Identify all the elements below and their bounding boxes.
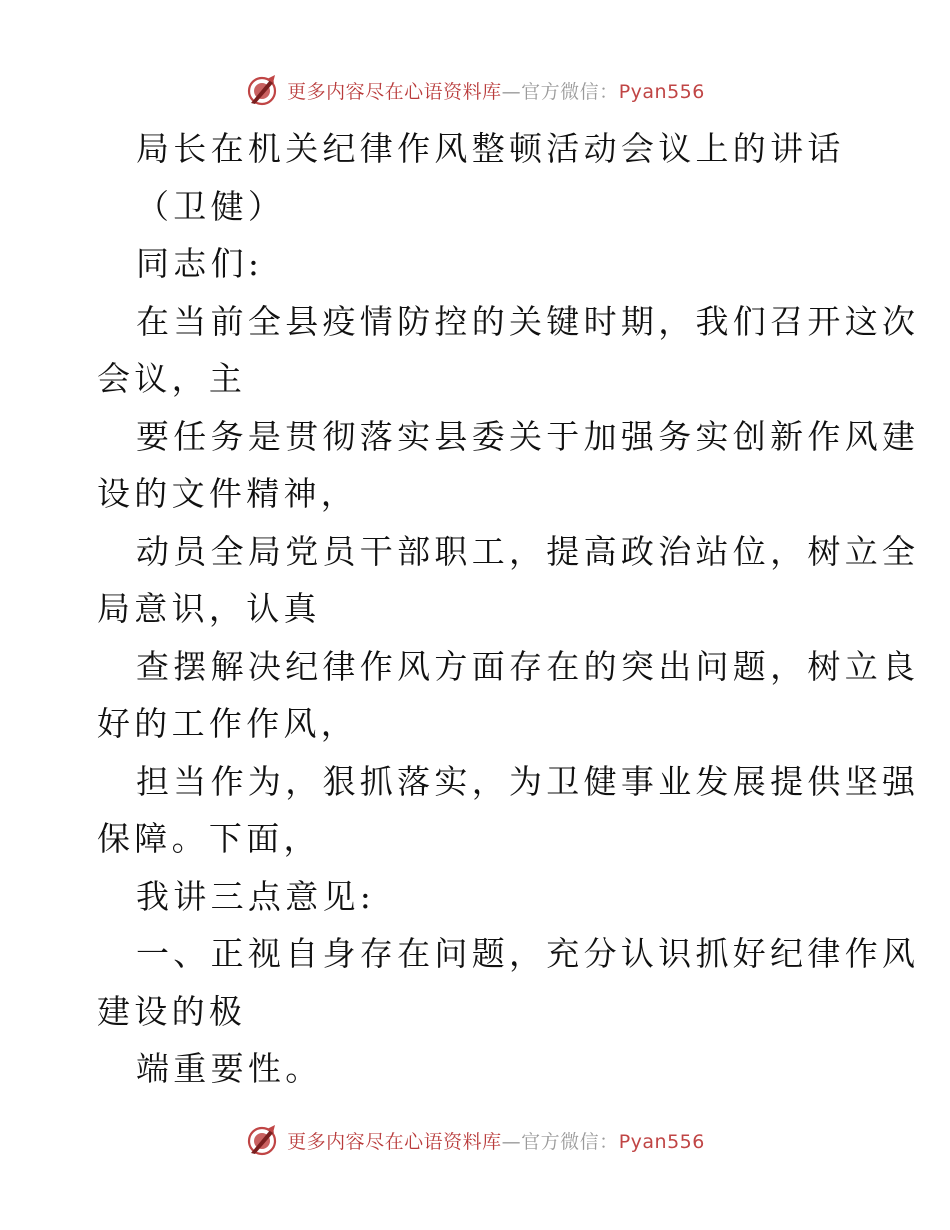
watermark-text <box>287 77 705 104</box>
section-heading-continued: 建设的极 <box>97 991 247 1031</box>
paragraph-line: 我讲三点意见: <box>136 876 376 916</box>
paragraph-line: 好的工作作风， <box>97 704 359 743</box>
document-body <box>97 120 920 1098</box>
watermark-id: Pyan556 <box>618 1130 705 1153</box>
watermark-main: 更多内容尽在心语资料库 <box>287 80 502 103</box>
paragraph-line: 设的文件精神， <box>97 474 359 513</box>
section-heading-continued: 端重要性。 <box>136 1049 323 1088</box>
paragraph-line: 要任务是贯彻落实县委关于加强务实创新作风建 <box>136 416 920 456</box>
header-watermark <box>0 70 950 110</box>
paragraph-line: 担当作为，狠抓落实，为卫健事业发展提供坚强 <box>136 761 920 801</box>
quill-pen-logo-icon <box>245 1123 279 1157</box>
watermark-dash: — <box>501 1130 522 1153</box>
document-title: 局长在机关纪律作风整顿活动会议上的讲话 <box>136 129 845 168</box>
section-heading: 一、正视自身存在问题，充分认识抓好纪律作风 <box>136 934 920 973</box>
paragraph-line: 保障。下面， <box>97 819 321 858</box>
paragraph-line: 在当前全县疫情防控的关键时期，我们召开这次 <box>136 301 920 341</box>
paragraph-line: 会议，主 <box>97 359 247 398</box>
watermark-dash: — <box>501 80 522 103</box>
watermark-id: Pyan556 <box>618 80 705 103</box>
paragraph-line: 局意识，认真 <box>97 589 321 628</box>
watermark-main: 更多内容尽在心语资料库 <box>287 1130 502 1153</box>
watermark-text <box>287 1127 705 1154</box>
footer-watermark <box>0 1120 950 1160</box>
document-subtitle: （卫健） <box>136 186 286 226</box>
salutation: 同志们: <box>136 244 264 283</box>
watermark-brand: 官方微信： <box>521 1130 619 1153</box>
paragraph-line: 动员全局党员干部职工，提高政治站位，树立全 <box>136 531 920 571</box>
quill-pen-logo-icon <box>245 73 279 107</box>
watermark-brand: 官方微信： <box>521 80 619 103</box>
paragraph-line: 查摆解决纪律作风方面存在的突出问题，树立良 <box>136 646 920 686</box>
